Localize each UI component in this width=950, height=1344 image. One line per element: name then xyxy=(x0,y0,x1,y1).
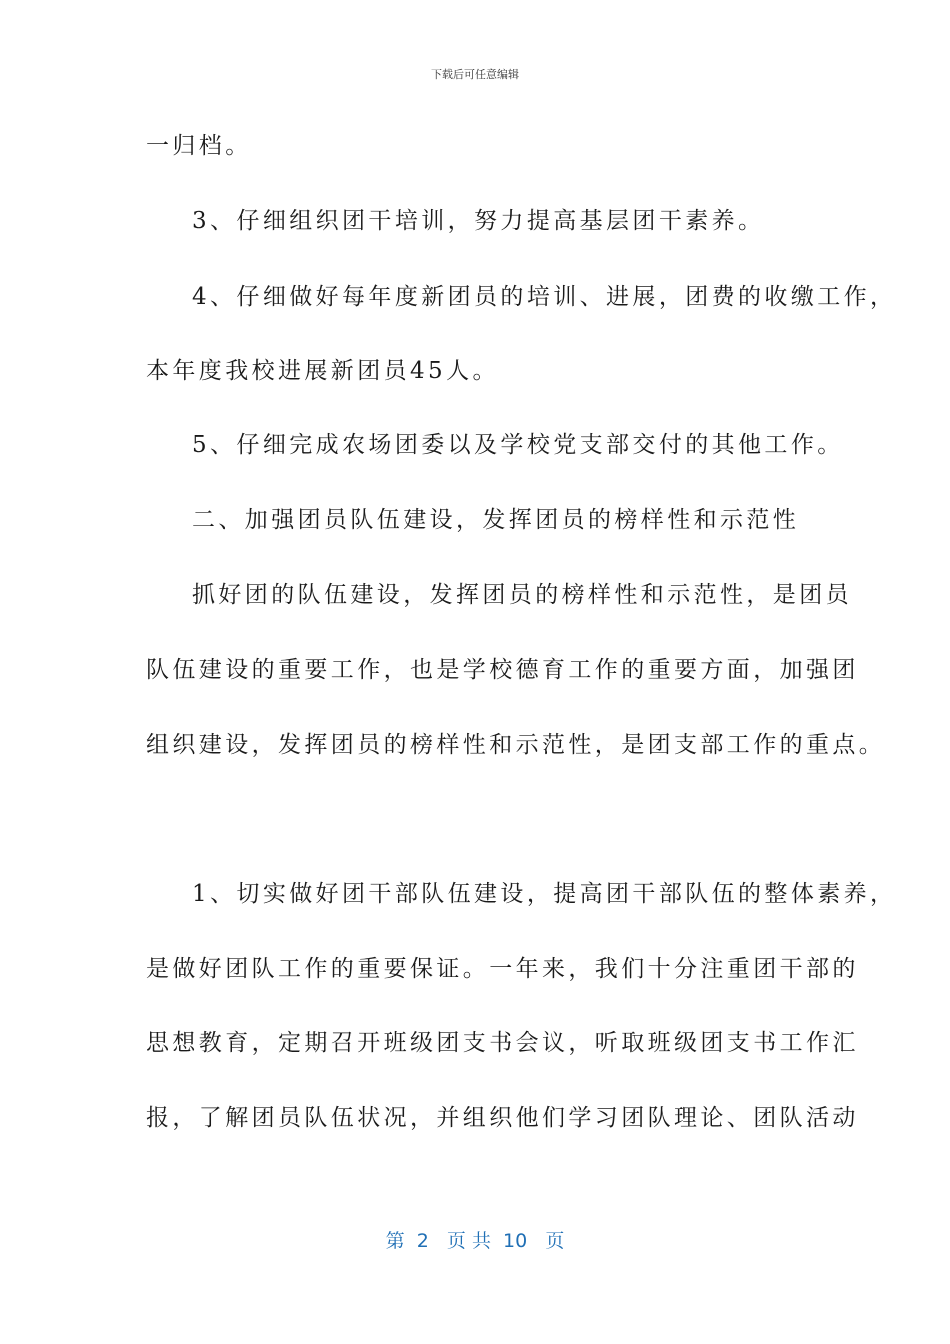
page-number-footer: 第 2 页 共 10 页 xyxy=(385,1230,565,1252)
body-line: 4、仔细做好每年度新团员的培训、进展，团费的收缴工作， xyxy=(192,284,897,310)
page-header: 下载后可任意编辑 xyxy=(431,68,519,81)
section-heading: 二、加强团员队伍建设，发挥团员的榜样性和示范性 xyxy=(192,507,800,533)
body-line: 抓好团的队伍建设，发挥团员的榜样性和示范性，是团员 xyxy=(192,582,852,608)
body-line: 5、仔细完成农场团委以及学校党支部交付的其他工作。 xyxy=(192,432,844,458)
body-line: 是做好团队工作的重要保证。一年来，我们十分注重团干部的 xyxy=(146,956,859,982)
body-line: 1、切实做好团干部队伍建设，提高团干部队伍的整体素养， xyxy=(192,881,897,907)
body-line: 3、仔细组织团干培训，努力提高基层团干素养。 xyxy=(192,208,765,234)
body-line: 思想教育，定期召开班级团支书会议，听取班级团支书工作汇 xyxy=(146,1030,859,1056)
body-line: 报，了解团员队伍状况，并组织他们学习团队理论、团队活动 xyxy=(146,1105,859,1131)
body-line: 本年度我校进展新团员45人。 xyxy=(146,358,499,384)
body-line: 一归档。 xyxy=(146,133,252,159)
body-line: 队伍建设的重要工作，也是学校德育工作的重要方面，加强团 xyxy=(146,657,859,683)
body-line: 组织建设，发挥团员的榜样性和示范性，是团支部工作的重点。 xyxy=(146,732,886,758)
